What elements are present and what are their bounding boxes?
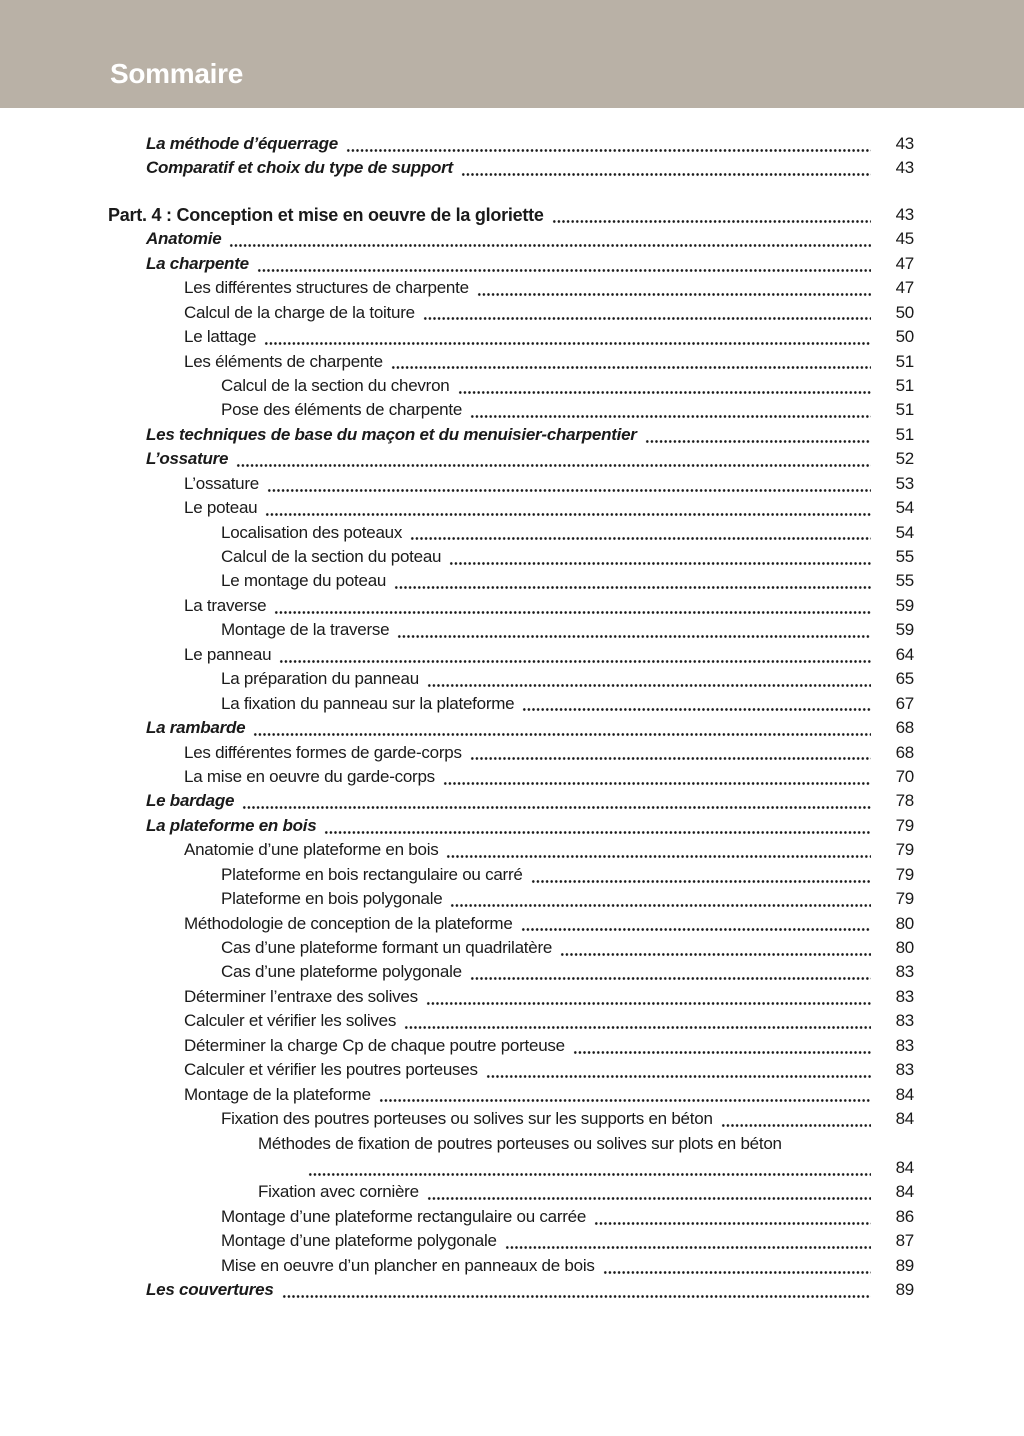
toc-entry-page: 43 xyxy=(895,134,914,153)
toc-entry-title: La charpente xyxy=(146,253,249,273)
toc-entry-page: 70 xyxy=(895,766,914,786)
toc-entry-title: La mise en oeuvre du garde-corps xyxy=(184,766,435,786)
toc-row xyxy=(108,765,914,789)
toc-entry-page: 89 xyxy=(895,1255,914,1275)
toc-row xyxy=(108,1278,914,1302)
toc-row xyxy=(108,156,914,180)
dotted-leader xyxy=(346,132,871,156)
header-band xyxy=(0,0,1024,108)
toc-entry-title: Pose des éléments de charpente xyxy=(221,400,463,420)
toc-row-continuation xyxy=(108,1156,914,1180)
table-of-contents xyxy=(108,132,914,1303)
toc-entry-title: Le panneau xyxy=(184,644,272,664)
toc-entry-title: Calcul de la section du chevron xyxy=(221,375,450,395)
toc-entry-page: 53 xyxy=(895,473,914,493)
toc-entry-title: Le bardage xyxy=(146,791,235,811)
toc-row xyxy=(108,1034,914,1058)
toc-row xyxy=(108,227,914,251)
toc-entry-page: 80 xyxy=(895,913,914,933)
toc-row xyxy=(108,789,914,813)
dotted-leader xyxy=(257,252,871,276)
dotted-leader xyxy=(443,765,871,789)
toc-row xyxy=(108,1083,914,1107)
dotted-leader xyxy=(531,863,871,887)
toc-entry-page: 59 xyxy=(895,595,914,615)
toc-row xyxy=(108,1205,914,1229)
toc-row xyxy=(108,569,914,593)
toc-entry-page: 84 xyxy=(895,1084,914,1104)
toc-entry-title: Montage de la plateforme xyxy=(184,1084,371,1104)
dotted-leader xyxy=(394,569,871,593)
dotted-leader xyxy=(603,1254,871,1278)
toc-entry-page: 79 xyxy=(895,864,914,884)
toc-row xyxy=(108,960,914,984)
toc-entry-title: Les éléments de charpente xyxy=(184,351,383,371)
page-title: Sommaire xyxy=(110,58,243,89)
toc-entry-page: 79 xyxy=(895,840,914,860)
toc-entry-page: 84 xyxy=(895,1109,914,1129)
toc-entry-title: Plateforme en bois polygonale xyxy=(221,889,443,909)
toc-entry-page: 79 xyxy=(895,889,914,909)
dotted-leader xyxy=(427,667,871,691)
toc-entry-page: 55 xyxy=(895,547,914,566)
toc-entry-page: 86 xyxy=(895,1206,914,1226)
toc-row xyxy=(108,863,914,887)
toc-row xyxy=(108,1058,914,1082)
toc-row xyxy=(108,1009,914,1033)
toc-row xyxy=(108,1229,914,1253)
toc-entry-page: 52 xyxy=(895,449,914,469)
dotted-leader xyxy=(391,350,871,374)
toc-entry-title: Les différentes structures de charpente xyxy=(184,278,469,298)
dotted-leader xyxy=(505,1229,871,1253)
toc-entry-title: Localisation des poteaux xyxy=(221,522,403,542)
dotted-leader xyxy=(470,960,871,984)
dotted-leader xyxy=(410,521,871,545)
toc-entry-title: Déterminer l’entraxe des solives xyxy=(184,986,418,1006)
toc-row xyxy=(108,1107,914,1131)
toc-row xyxy=(108,936,914,960)
dotted-leader xyxy=(274,594,871,618)
toc-row xyxy=(108,276,914,300)
toc-entry-title: Montage de la traverse xyxy=(221,620,390,640)
dotted-leader xyxy=(446,838,871,862)
toc-row xyxy=(108,741,914,765)
toc-entry-title: Cas d’une plateforme formant un quadrilatère xyxy=(221,938,553,957)
toc-entry-title: La préparation du panneau xyxy=(221,669,419,689)
toc-entry-page: 80 xyxy=(895,938,914,957)
dotted-leader xyxy=(477,276,871,300)
toc-entry-title: Calcul de la charge de la toiture xyxy=(184,302,415,322)
toc-entry-title: Méthodes de fixation de poutres porteuses ou solives sur plots en béton xyxy=(258,1133,782,1153)
toc-entry-page: 78 xyxy=(895,791,914,811)
toc-row xyxy=(108,203,914,227)
toc-entry-page: 54 xyxy=(895,522,914,542)
toc-entry-page: 65 xyxy=(895,669,914,689)
dotted-leader xyxy=(470,398,871,422)
toc-entry-page: 45 xyxy=(895,229,914,249)
dotted-leader xyxy=(236,447,871,471)
toc-row xyxy=(108,521,914,545)
toc-entry-page: 51 xyxy=(895,375,914,395)
toc-entry-title: Mise en oeuvre d’un plancher en panneaux de bois xyxy=(221,1255,595,1275)
toc-row xyxy=(108,814,914,838)
toc-row xyxy=(108,1132,914,1156)
dotted-leader xyxy=(427,1180,871,1204)
dotted-leader xyxy=(470,741,871,765)
toc-row xyxy=(108,545,914,569)
toc-entry-title: Fixation avec cornière xyxy=(258,1182,419,1202)
dotted-leader xyxy=(458,374,872,398)
toc-row xyxy=(108,447,914,471)
dotted-leader xyxy=(552,203,871,227)
toc-entry-title: Montage d’une plateforme polygonale xyxy=(221,1231,497,1251)
toc-entry-page: 54 xyxy=(895,498,914,518)
dotted-leader xyxy=(486,1058,871,1082)
toc-entry-page: 68 xyxy=(895,718,914,738)
toc-row xyxy=(108,301,914,325)
toc-entry-page: 64 xyxy=(895,644,914,664)
toc-entry-title: L’ossature xyxy=(146,449,229,469)
toc-entry-title: Calculer et vérifier les solives xyxy=(184,1011,397,1031)
dotted-leader xyxy=(229,227,871,251)
dotted-leader xyxy=(267,472,871,496)
toc-entry-page: 59 xyxy=(895,620,914,640)
dotted-leader xyxy=(522,692,871,716)
toc-entry-page: 83 xyxy=(895,962,914,982)
toc-entry-title: Fixation des poutres porteuses ou solives sur les supports en béton xyxy=(221,1109,713,1129)
toc-entry-title: Déterminer la charge Cp de chaque poutre porteuse xyxy=(184,1035,565,1055)
toc-entry-page: 51 xyxy=(895,424,914,444)
dotted-leader xyxy=(404,1009,871,1033)
toc-row xyxy=(108,716,914,740)
toc-entry-page: 55 xyxy=(895,571,914,591)
toc-row xyxy=(108,472,914,496)
toc-row xyxy=(108,643,914,667)
toc-entry-title: La fixation du panneau sur la plateforme xyxy=(221,693,515,713)
toc-entry-title: Le lattage xyxy=(184,327,257,347)
toc-row xyxy=(108,692,914,716)
toc-entry-page: 50 xyxy=(895,302,914,322)
toc-entry-page: 68 xyxy=(895,742,914,762)
toc-entry-page: 51 xyxy=(895,400,914,420)
dotted-leader xyxy=(449,545,871,569)
toc-entry-title: Les couvertures xyxy=(146,1280,274,1300)
dotted-leader xyxy=(423,301,871,325)
toc-entry-page: 89 xyxy=(895,1280,914,1300)
toc-entry-title: La rambarde xyxy=(146,718,246,738)
toc-entry-title: Plateforme en bois rectangulaire ou carré xyxy=(221,864,523,884)
dotted-leader xyxy=(594,1205,871,1229)
dotted-leader xyxy=(721,1107,871,1131)
dotted-leader xyxy=(264,325,871,349)
dotted-leader xyxy=(461,156,871,180)
toc-row xyxy=(108,594,914,618)
toc-entry-title: Anatomie d’une plateforme en bois xyxy=(184,840,439,860)
dotted-leader xyxy=(379,1083,871,1107)
toc-entry-page: 50 xyxy=(895,327,914,347)
dotted-leader xyxy=(253,716,871,740)
toc-row xyxy=(108,618,914,642)
toc-entry-page: 83 xyxy=(895,1060,914,1080)
toc-row xyxy=(108,838,914,862)
toc-entry-title: Méthodologie de conception de la plateforme xyxy=(184,913,513,933)
dotted-leader xyxy=(573,1034,871,1058)
toc-entry-page: 84 xyxy=(895,1157,914,1177)
toc-entry-page: 43 xyxy=(895,158,914,178)
dotted-leader xyxy=(521,912,871,936)
dotted-leader xyxy=(324,814,871,838)
toc-entry-title: La méthode d’équerrage xyxy=(146,134,338,153)
toc-row xyxy=(108,496,914,520)
toc-row xyxy=(108,374,914,398)
toc-entry-title: Les techniques de base du maçon et du menuisier-charpentier xyxy=(146,424,637,444)
toc-row xyxy=(108,398,914,422)
toc-entry-title: L’ossature xyxy=(184,473,259,493)
toc-row xyxy=(108,132,914,156)
toc-entry-title: Montage d’une plateforme rectangulaire ou carrée xyxy=(221,1206,587,1226)
toc-row xyxy=(108,667,914,691)
dotted-leader xyxy=(397,618,871,642)
dotted-leader xyxy=(450,887,871,911)
dotted-leader xyxy=(265,496,871,520)
toc-entry-page: 87 xyxy=(895,1231,914,1251)
toc-row xyxy=(108,985,914,1009)
toc-entry-title: La plateforme en bois xyxy=(146,815,317,835)
toc-entry-title: Les différentes formes de garde-corps xyxy=(184,742,462,762)
toc-row xyxy=(108,887,914,911)
toc-entry-page: 83 xyxy=(895,986,914,1006)
toc-entry-title: Part. 4 : Conception et mise en oeuvre de la gloriette xyxy=(108,204,544,225)
toc-row xyxy=(108,912,914,936)
toc-entry-page: 79 xyxy=(895,815,914,835)
toc-entry-page: 84 xyxy=(895,1182,914,1202)
toc-row xyxy=(108,325,914,349)
toc-entry-page: 43 xyxy=(895,204,914,224)
toc-entry-page: 83 xyxy=(895,1035,914,1055)
toc-entry-title: Comparatif et choix du type de support xyxy=(146,158,453,178)
toc-entry-page: 47 xyxy=(895,278,914,298)
toc-entry-page: 67 xyxy=(895,693,914,713)
toc-entry-title: Anatomie xyxy=(146,229,222,249)
toc-entry-title: Calculer et vérifier les poutres porteuses xyxy=(184,1060,478,1080)
toc-row xyxy=(108,252,914,276)
toc-entry-title: La traverse xyxy=(184,595,267,615)
toc-row xyxy=(108,350,914,374)
dotted-leader xyxy=(279,643,871,667)
toc-entry-page: 83 xyxy=(895,1011,914,1031)
toc-row xyxy=(108,1254,914,1278)
dotted-leader xyxy=(242,789,871,813)
toc-row xyxy=(108,1180,914,1204)
toc-entry-title: Cas d’une plateforme polygonale xyxy=(221,962,462,982)
dotted-leader xyxy=(560,936,871,960)
toc-entry-title: Le montage du poteau xyxy=(221,571,387,591)
toc-entry-page: 51 xyxy=(895,351,914,371)
toc-row xyxy=(108,423,914,447)
toc-entry-page: 47 xyxy=(895,253,914,273)
toc-entry-title: Calcul de la section du poteau xyxy=(221,547,442,566)
dotted-leader xyxy=(426,985,871,1009)
dotted-leader xyxy=(282,1278,871,1302)
toc-entry-title: Le poteau xyxy=(184,498,258,518)
dotted-leader xyxy=(308,1156,871,1180)
dotted-leader xyxy=(645,423,871,447)
